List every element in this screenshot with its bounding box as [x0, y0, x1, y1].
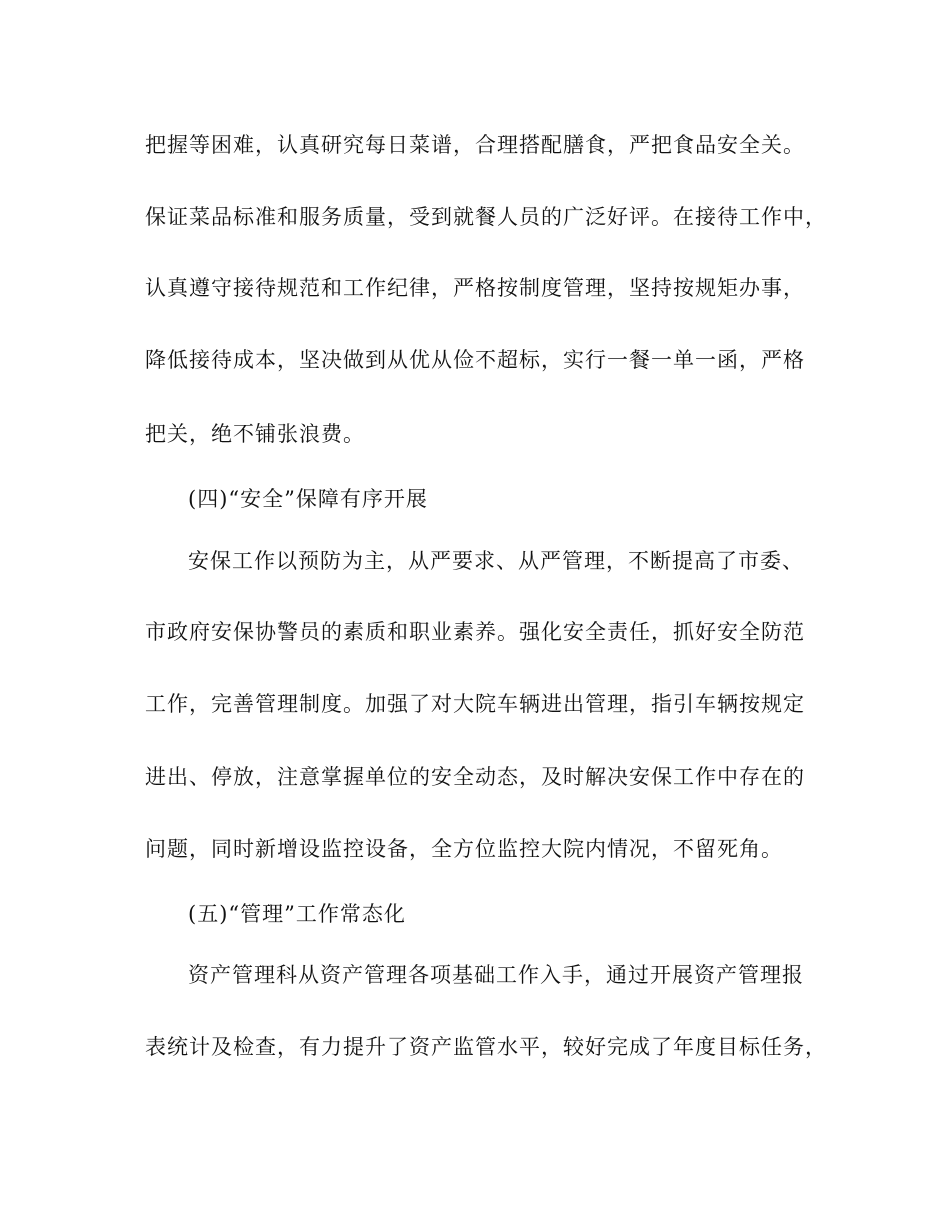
body-text-line: 认真遵守接待规范和工作纪律，严格按制度管理，坚持按规矩办事， [145, 276, 805, 300]
section-heading-5: (五)“管理”工作常态化 [188, 902, 406, 926]
paragraph-first-line: 安保工作以预防为主，从严要求、从严管理，不断提高了市委、 [188, 549, 804, 573]
body-text-line: 表统计及检查，有力提升了资产监管水平，较好完成了年度目标任务， [145, 1035, 827, 1059]
body-text-line: 把关，绝不铺张浪费。 [145, 422, 365, 446]
paragraph-first-line: 资产管理科从资产管理各项基础工作入手，通过开展资产管理报 [188, 963, 804, 987]
section-heading-4: (四)“安全”保障有序开展 [188, 487, 428, 511]
body-text-line: 保证菜品标准和服务质量，受到就餐人员的广泛好评。在接待工作中， [145, 205, 827, 229]
body-text-line: 问题，同时新增设监控设备，全方位监控大院内情况，不留死角。 [145, 837, 783, 861]
body-text-line: 工作，完善管理制度。加强了对大院车辆进出管理，指引车辆按规定 [145, 692, 805, 716]
body-text-line: 市政府安保协警员的素质和职业素养。强化安全责任，抓好安全防范 [145, 620, 805, 644]
body-text-line: 降低接待成本，坚决做到从优从俭不超标，实行一餐一单一函，严格 [145, 348, 805, 372]
body-text-line: 把握等困难，认真研究每日菜谱，合理搭配膳食，严把食品安全关。 [145, 133, 805, 157]
body-text-line: 进出、停放，注意掌握单位的安全动态，及时解决安保工作中存在的 [145, 765, 805, 789]
